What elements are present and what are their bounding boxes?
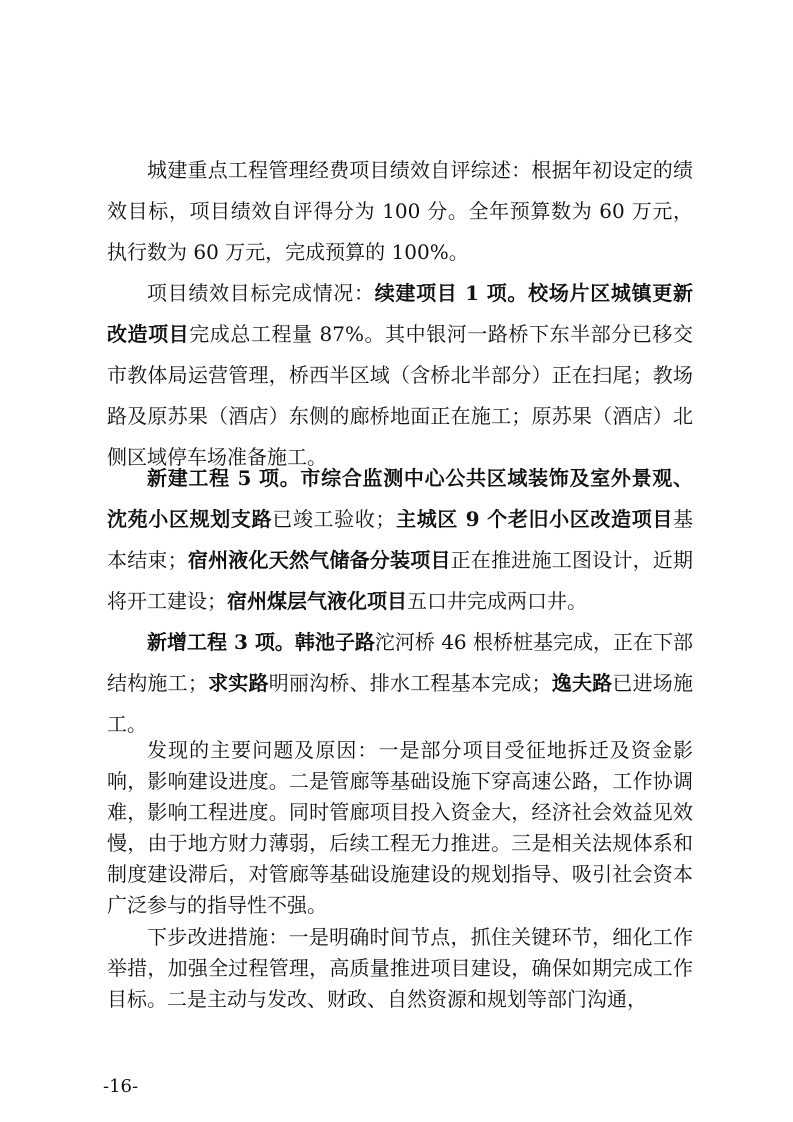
paragraph-added-projects <box>107 622 693 745</box>
text-segment: 基本结束； <box>107 507 694 572</box>
text-segment-bold: 逸夫路 <box>551 671 613 695</box>
text-segment: 下步改进措施：一是明确时间节点，抓住关键环节，细化工作举措，加强全过程管理，高质量推进项目建设，确保如期完成工作目标。二是主动与发改、财政、自然资源和规划等部门沟通， <box>107 925 693 1011</box>
text-segment-bold: 宿州液化天然气储备分装项目 <box>187 548 451 572</box>
paragraph-problems <box>107 735 693 921</box>
text-segment-bold: 主城区 9 个老旧小区改造项目 <box>395 507 674 531</box>
text-segment: 城建重点工程管理经费项目绩效自评综述：根据年初设定的绩效目标，项目绩效自评得分为 100 分。全年预算数为 60 万元，执行数为 60 万元，完成预算的 100%。 <box>107 158 693 264</box>
text-segment: 项目绩效目标完成情况： <box>147 281 375 305</box>
text-segment-bold: 宿州煤层气液化项目 <box>227 589 407 613</box>
text-segment: 正在推进施工图设计，近期将开工建设； <box>107 548 694 613</box>
page-number: -16- <box>103 1076 139 1097</box>
text-segment-bold: 新建工程 5 项。市综合监测中心公共区域装饰及室外景观、沈苑小区规划支路 <box>107 466 693 531</box>
text-segment: 已进场施工。 <box>107 671 694 736</box>
text-segment-bold: 新增工程 3 项。韩池子路 <box>147 630 375 654</box>
paragraph-goal-completion <box>107 273 693 478</box>
text-segment: 已竣工验收； <box>272 507 396 531</box>
paragraph-summary <box>107 150 693 273</box>
text-segment-bold: 求实路 <box>207 671 269 695</box>
text-segment: 完成总工程量 87%。其中银河一路桥下东半部分已移交市教体局运营管理，桥西半区域（含桥北半部分）正在扫尾；教场路及原苏果（酒店）东侧的廊桥地面正在施工；原苏果（酒店）北侧区域停车场准备施工。 <box>107 322 693 469</box>
text-segment: 沱河桥 46 根桥桩基完成，正在下部结构施工； <box>107 630 694 695</box>
text-segment: 明丽沟桥、排水工程基本完成； <box>268 671 552 695</box>
text-segment: 五口井完成两口井。 <box>407 589 587 613</box>
text-segment-bold: 续建项目 1 项。校场片区城镇更新改造项目 <box>107 281 694 346</box>
paragraph-new-projects <box>107 458 693 622</box>
paragraph-next-steps <box>107 922 693 1015</box>
text-segment: 发现的主要问题及原因：一是部分项目受征地拆迁及资金影响，影响建设进度。二是管廊等基础设施下穿高速公路，工作协调难，影响工程进度。同时管廊项目投入资金大，经济社会效益见效慢，由于地方财力薄弱，后续工程无力推进。三是相关法规体系和制度建设滞后，对管廊等基础设施建设的规划指导、吸引社会资本广泛参与的指导性不强。 <box>107 738 693 917</box>
